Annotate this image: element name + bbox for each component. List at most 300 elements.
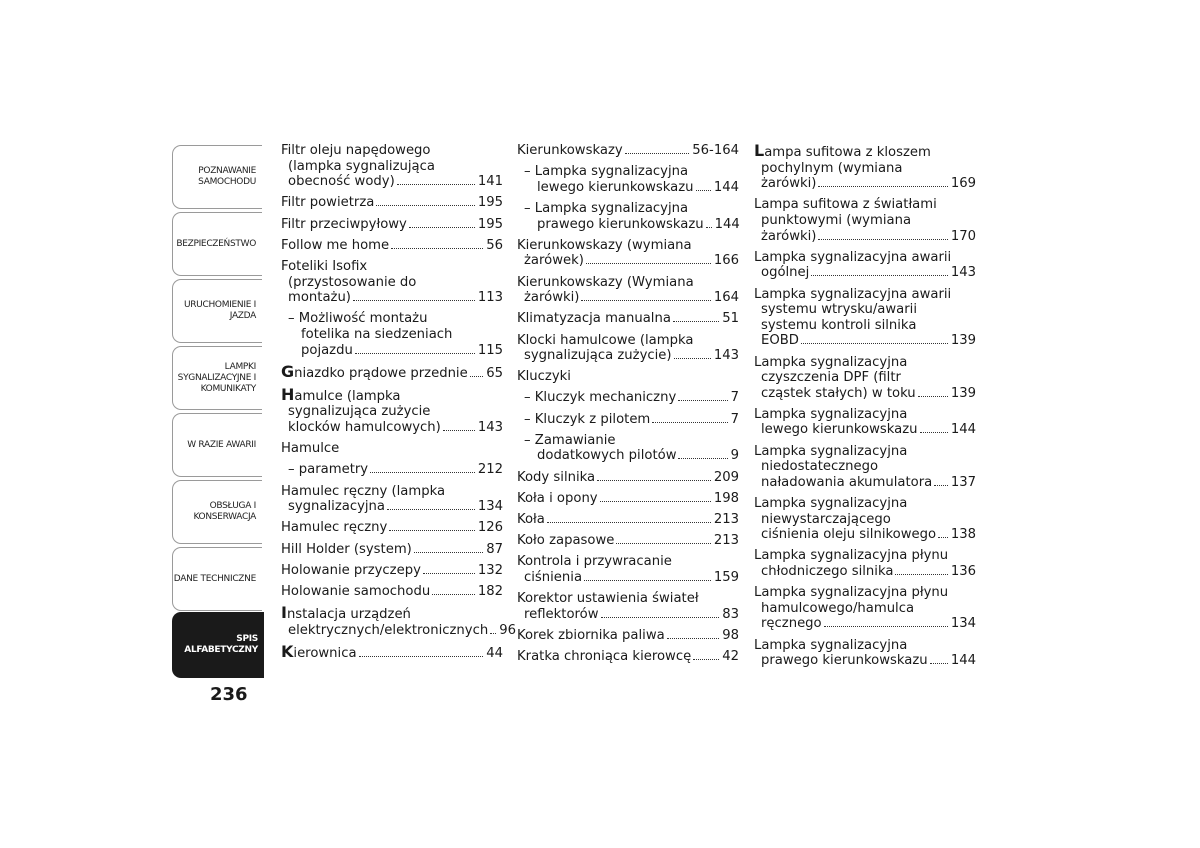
page-ref: 195 (477, 195, 503, 211)
index-term: żarówek) (524, 253, 584, 269)
leader-dots (930, 663, 948, 664)
index-term: chłodniczego silnika (761, 564, 894, 579)
index-entry (517, 201, 739, 232)
index-term: Kody silnika (517, 469, 596, 485)
index-entry (517, 164, 739, 195)
index-line (281, 174, 503, 190)
index-line (754, 143, 976, 161)
leader-dots (673, 321, 719, 322)
index-entry (754, 197, 976, 244)
page-ref: 65 (486, 365, 503, 381)
index-line (281, 499, 503, 515)
index-entry (281, 259, 503, 306)
index-line (517, 348, 739, 364)
index-line (517, 512, 739, 528)
index-entry (281, 441, 503, 457)
index-line (754, 512, 976, 528)
index-line (517, 333, 739, 349)
index-term: Koła i opony (517, 490, 598, 506)
index-line (754, 370, 976, 386)
page-ref: 159 (713, 569, 739, 585)
index-entry (517, 333, 739, 364)
leader-dots (678, 400, 727, 401)
index-line (754, 475, 976, 491)
index-entry (517, 628, 739, 644)
index-line (754, 564, 976, 580)
index-entry (517, 649, 739, 665)
page-ref: 139 (950, 333, 976, 349)
page-ref: 143 (713, 348, 739, 364)
index-line (517, 649, 739, 665)
index-line (517, 201, 739, 217)
leader-dots (616, 543, 710, 544)
index-term: systemu kontroli silnika (761, 317, 917, 333)
page-ref: 113 (477, 290, 503, 306)
index-line (281, 384, 503, 405)
index-term: elektrycznych/elektronicznych (288, 622, 489, 638)
index-term: dodatkowych pilotów (537, 448, 677, 464)
index-line (517, 290, 739, 306)
index-line (281, 420, 503, 436)
index-entry (754, 250, 976, 281)
index-line (517, 180, 739, 196)
index-line (281, 217, 503, 233)
index-term: Filtr oleju napędowego (281, 143, 431, 158)
leader-dots (423, 573, 475, 574)
index-line (754, 444, 976, 460)
index-line (754, 601, 976, 617)
index-term: ogólnej (761, 265, 810, 281)
index-term: Koło zapasowe (517, 533, 615, 549)
page-number: 236 (210, 684, 248, 705)
index-entry (754, 444, 976, 491)
chapter-tab-2[interactable]: BEZPIECZEŃSTWO (172, 212, 262, 276)
index-entry (517, 512, 739, 528)
chapter-tab-4[interactable]: LAMPKI SYGNALIZACYJNE I KOMUNIKATY (172, 346, 262, 410)
index-entry (754, 355, 976, 402)
page-ref: 209 (713, 469, 739, 485)
index-column-2 (517, 143, 739, 670)
index-term: amulce (lampka (294, 388, 401, 404)
index-term: naładowania akumulatora (761, 474, 933, 490)
index-line (517, 628, 739, 644)
index-term: Filtr przeciwpyłowy (281, 216, 407, 232)
leader-dots (391, 248, 483, 249)
chapter-tab-5[interactable]: W RAZIE AWARII (172, 413, 262, 477)
leader-dots (389, 530, 475, 531)
chapter-tab-7[interactable]: DANE TECHNICZNE (172, 547, 262, 611)
page-ref: 98 (722, 627, 739, 643)
leader-dots (370, 472, 475, 473)
leader-dots (920, 432, 948, 433)
index-line (754, 386, 976, 402)
section-initial: G (281, 361, 295, 381)
leader-dots (586, 263, 711, 264)
index-term: lewego kierunkowskazu (761, 422, 918, 438)
index-term: cząstek stałych) w toku (761, 385, 916, 401)
index-entry (754, 407, 976, 438)
index-line (281, 311, 503, 327)
index-entry (517, 412, 739, 428)
index-term: Kluczyki (517, 369, 571, 385)
leader-dots (597, 480, 711, 481)
index-term: Hill Holder (system) (281, 541, 412, 557)
index-entry (517, 470, 739, 486)
index-line (754, 265, 976, 281)
index-term: systemu wtrysku/awarii (761, 302, 918, 318)
index-line (754, 355, 976, 371)
leader-dots (818, 186, 947, 187)
leader-dots (934, 485, 948, 486)
index-entry (517, 275, 739, 306)
leader-dots (414, 552, 483, 553)
index-term: – parametry (288, 462, 369, 478)
leader-dots (409, 227, 475, 228)
index-term: Hamulec ręczny (281, 520, 388, 536)
page-ref: 138 (950, 527, 976, 543)
index-term: lewego kierunkowskazu (537, 179, 694, 195)
leader-dots (359, 656, 484, 657)
index-line (517, 470, 739, 486)
index-entry (281, 238, 503, 254)
index-line (754, 638, 976, 654)
index-term: – Możliwość montażu (288, 311, 428, 327)
index-term: – Kluczyk z pilotem (524, 411, 651, 427)
leader-dots (601, 617, 720, 618)
leader-dots (818, 239, 947, 240)
page-ref: 170 (950, 228, 976, 244)
index-line (754, 422, 976, 438)
index-line (517, 369, 739, 385)
index-term: nstalacja urządzeń (286, 607, 411, 623)
index-line (517, 491, 739, 507)
index-term: pochylnym (wymiana (761, 160, 903, 176)
section-initial: L (754, 141, 765, 160)
index-line (281, 275, 503, 291)
index-line (281, 441, 503, 457)
index-line (281, 520, 503, 536)
index-column-3 (754, 143, 976, 674)
index-line (281, 484, 503, 500)
index-line (754, 548, 976, 564)
leader-dots (470, 376, 484, 377)
index-line (754, 229, 976, 245)
index-entry (281, 195, 503, 211)
page-ref: 87 (486, 541, 503, 557)
index-entry (281, 520, 503, 536)
leader-dots (696, 190, 711, 191)
index-line (517, 390, 739, 406)
leader-dots (938, 537, 948, 538)
page-ref: 182 (477, 583, 503, 599)
index-line (281, 238, 503, 254)
index-line (754, 176, 976, 192)
index-term: hamulcowego/hamulca (761, 600, 915, 616)
index-entry (281, 143, 503, 190)
index-term: Hamulce (281, 441, 340, 457)
index-line (517, 533, 739, 549)
index-term: Lampka sygnalizacyjna (754, 443, 908, 459)
index-line (517, 217, 739, 233)
page-ref: 56-164 (692, 143, 739, 158)
leader-dots (397, 184, 475, 185)
index-term: Kontrola i przywracanie (517, 554, 672, 570)
index-term: Lampa sufitowa z światłami (754, 197, 937, 213)
page-ref: 115 (477, 342, 503, 358)
index-term: Hamulec ręczny (lampka (281, 483, 446, 499)
index-line (754, 333, 976, 349)
page-ref: 198 (713, 490, 739, 506)
leader-dots (387, 509, 475, 510)
index-term: ierownica (293, 645, 357, 661)
index-line (754, 197, 976, 213)
page-ref: 44 (486, 645, 503, 661)
index-entry (517, 491, 739, 507)
index-line (517, 238, 739, 254)
page-ref: 9 (730, 448, 739, 464)
page-ref: 137 (950, 474, 976, 490)
index-term: Kierunkowskazy (517, 143, 623, 158)
leader-dots (600, 501, 711, 502)
chapter-tab-6[interactable]: OBSŁUGA I KONSERWACJA (172, 480, 262, 544)
index-term: Filtr powietrza (281, 195, 375, 211)
index-term: EOBD (761, 333, 799, 349)
leader-dots (706, 227, 712, 228)
page-ref: 42 (722, 649, 739, 665)
index-line (517, 448, 739, 464)
page-ref: 144 (714, 216, 740, 232)
page-ref: 141 (477, 174, 503, 190)
index-term: obecność wody) (288, 174, 395, 190)
page-ref: 169 (950, 176, 976, 192)
index-term: punktowymi (wymiana (761, 212, 912, 228)
index-line (281, 327, 503, 343)
index-entry (754, 143, 976, 192)
index-term: Holowanie samochodu (281, 583, 431, 599)
index-term: niewystarczającego (761, 511, 891, 527)
index-term: Klocki hamulcowe (lampka (517, 332, 694, 348)
leader-dots (625, 153, 690, 154)
index-term: sygnalizacyjna (288, 499, 385, 515)
index-term: żarówki) (761, 176, 817, 192)
page-ref: 213 (713, 512, 739, 527)
index-term: – Kluczyk mechaniczny (524, 390, 677, 406)
index-entry (517, 238, 739, 269)
page-ref: 166 (713, 253, 739, 269)
index-term: Koła (517, 512, 545, 527)
index-term: Lampka sygnalizacyjna (754, 406, 908, 422)
index-line (517, 275, 739, 291)
index-entry (517, 591, 739, 622)
leader-dots (376, 205, 474, 206)
index-term: (przystosowanie do (288, 274, 417, 290)
section-initial: K (281, 641, 294, 661)
index-entry (754, 548, 976, 579)
index-term: Kierunkowskazy (Wymiana (517, 274, 694, 290)
index-term: ampa sufitowa z kloszem (764, 145, 931, 160)
index-line (754, 213, 976, 229)
page-ref: 139 (950, 385, 976, 401)
index-term: czyszczenia DPF (filtr (761, 370, 901, 386)
index-term: Korek zbiornika paliwa (517, 627, 665, 643)
page-ref: 143 (477, 420, 503, 436)
index-term: Follow me home (281, 237, 390, 253)
leader-dots (547, 522, 711, 523)
index-term: sygnalizująca zużycie (288, 404, 431, 420)
index-term: reflektorów (524, 606, 599, 622)
index-line (517, 311, 739, 327)
index-term: Lampka sygnalizacyjna (754, 354, 908, 370)
index-line (754, 287, 976, 303)
page-ref: 134 (477, 499, 503, 515)
index-line (281, 641, 503, 662)
index-line (281, 343, 503, 359)
index-term: sygnalizująca zużycie) (524, 348, 672, 364)
index-line (281, 462, 503, 478)
leader-dots (824, 626, 948, 627)
page-ref: 195 (477, 216, 503, 232)
index-line (281, 159, 503, 175)
page-ref: 144 (950, 653, 976, 669)
index-line (281, 563, 503, 579)
leader-dots (432, 594, 475, 595)
page-ref: 132 (477, 562, 503, 578)
page-ref: 83 (722, 606, 739, 622)
index-term: Foteliki Isofix (281, 258, 368, 274)
index-term: prawego kierunkowskazu (761, 653, 928, 669)
index-term: ciśnienia oleju silnikowego (761, 527, 937, 543)
index-term: Lampka sygnalizacyjna awarii (754, 286, 952, 302)
index-term: pojazdu (301, 342, 353, 358)
index-line (517, 143, 739, 159)
index-term: Kierunkowskazy (wymiana (517, 237, 692, 253)
index-entry (517, 143, 739, 159)
page-ref: 7 (730, 411, 739, 427)
index-entry (517, 533, 739, 549)
index-line (754, 250, 976, 266)
index-term: Korektor ustawienia świateł (517, 591, 699, 607)
page-ref: 7 (730, 390, 739, 406)
page-ref: 213 (713, 533, 739, 549)
index-line (281, 290, 503, 306)
index-entry (281, 484, 503, 515)
index-line (754, 459, 976, 475)
index-line (517, 591, 739, 607)
index-line (281, 404, 503, 420)
index-line (517, 253, 739, 269)
index-line (281, 259, 503, 275)
index-term: klocków hamulcowych) (288, 420, 441, 436)
page-ref: 56 (486, 237, 503, 253)
leader-dots (443, 430, 475, 431)
index-line (281, 361, 503, 382)
index-line (754, 527, 976, 543)
section-initial: I (281, 603, 287, 623)
index-line (754, 407, 976, 423)
index-term: Lampka sygnalizacyjna (754, 496, 908, 512)
index-entry (754, 585, 976, 632)
page-ref: 134 (950, 616, 976, 632)
page-ref: 144 (713, 179, 739, 195)
index-entry (281, 584, 503, 600)
chapter-tab-8[interactable]: SPIS ALFABETYCZNY (172, 612, 264, 678)
leader-dots (674, 358, 711, 359)
index-line (517, 164, 739, 180)
index-line (754, 616, 976, 632)
index-line (517, 607, 739, 623)
index-term: żarówki) (761, 228, 817, 244)
index-term: (lampka sygnalizująca (288, 158, 435, 174)
index-term: Lampka sygnalizacyjna płynu (754, 585, 949, 601)
leader-dots (918, 396, 948, 397)
index-line (281, 195, 503, 211)
index-entry (281, 361, 503, 382)
index-term: Kratka chroniąca kierowcę (517, 649, 692, 665)
page-ref: 126 (477, 520, 503, 536)
index-entry (517, 311, 739, 327)
index-term: – Lampka sygnalizacyjna (524, 164, 689, 180)
index-term: Klimatyzacja manualna (517, 311, 671, 327)
page-ref: 164 (713, 290, 739, 306)
index-entry (754, 496, 976, 543)
index-line (517, 570, 739, 586)
leader-dots (490, 633, 496, 634)
index-line (754, 496, 976, 512)
leader-dots (801, 343, 948, 344)
leader-dots (355, 353, 475, 354)
index-term: ręcznego (761, 616, 822, 632)
index-entry (754, 287, 976, 349)
index-entry (281, 542, 503, 558)
chapter-tab-3[interactable]: URUCHOMIENIE I JAZDA (172, 279, 262, 343)
index-term: Lampka sygnalizacyjna płynu (754, 548, 949, 564)
chapter-tab-1[interactable]: POZNAWANIE SAMOCHODU (172, 145, 262, 209)
index-line (754, 302, 976, 318)
leader-dots (667, 638, 720, 639)
index-term: Lampka sygnalizacyjna awarii (754, 249, 952, 265)
index-line (281, 584, 503, 600)
index-entry (517, 433, 739, 464)
index-column-1 (281, 143, 516, 667)
index-entry (517, 369, 739, 385)
leader-dots (584, 580, 711, 581)
index-term: montażu) (288, 290, 351, 306)
index-line (754, 161, 976, 177)
section-initial: H (281, 384, 295, 404)
index-line (281, 542, 503, 558)
index-entry (281, 641, 503, 662)
index-entry (281, 311, 503, 358)
index-term: żarówki) (524, 290, 580, 306)
index-line (754, 585, 976, 601)
index-line (517, 554, 739, 570)
leader-dots (652, 422, 727, 423)
index-term: niedostatecznego (761, 459, 879, 475)
leader-dots (353, 300, 475, 301)
page-ref: 136 (950, 564, 976, 579)
index-entry (281, 384, 503, 436)
index-term: ciśnienia (524, 569, 583, 585)
index-entry (281, 563, 503, 579)
index-term: Holowanie przyczepy (281, 562, 421, 578)
leader-dots (581, 300, 710, 301)
index-entry (281, 462, 503, 478)
page-ref: 96 (499, 622, 516, 638)
index-line (754, 653, 976, 669)
index-line (754, 318, 976, 334)
leader-dots (693, 659, 719, 660)
index-entry (517, 554, 739, 585)
